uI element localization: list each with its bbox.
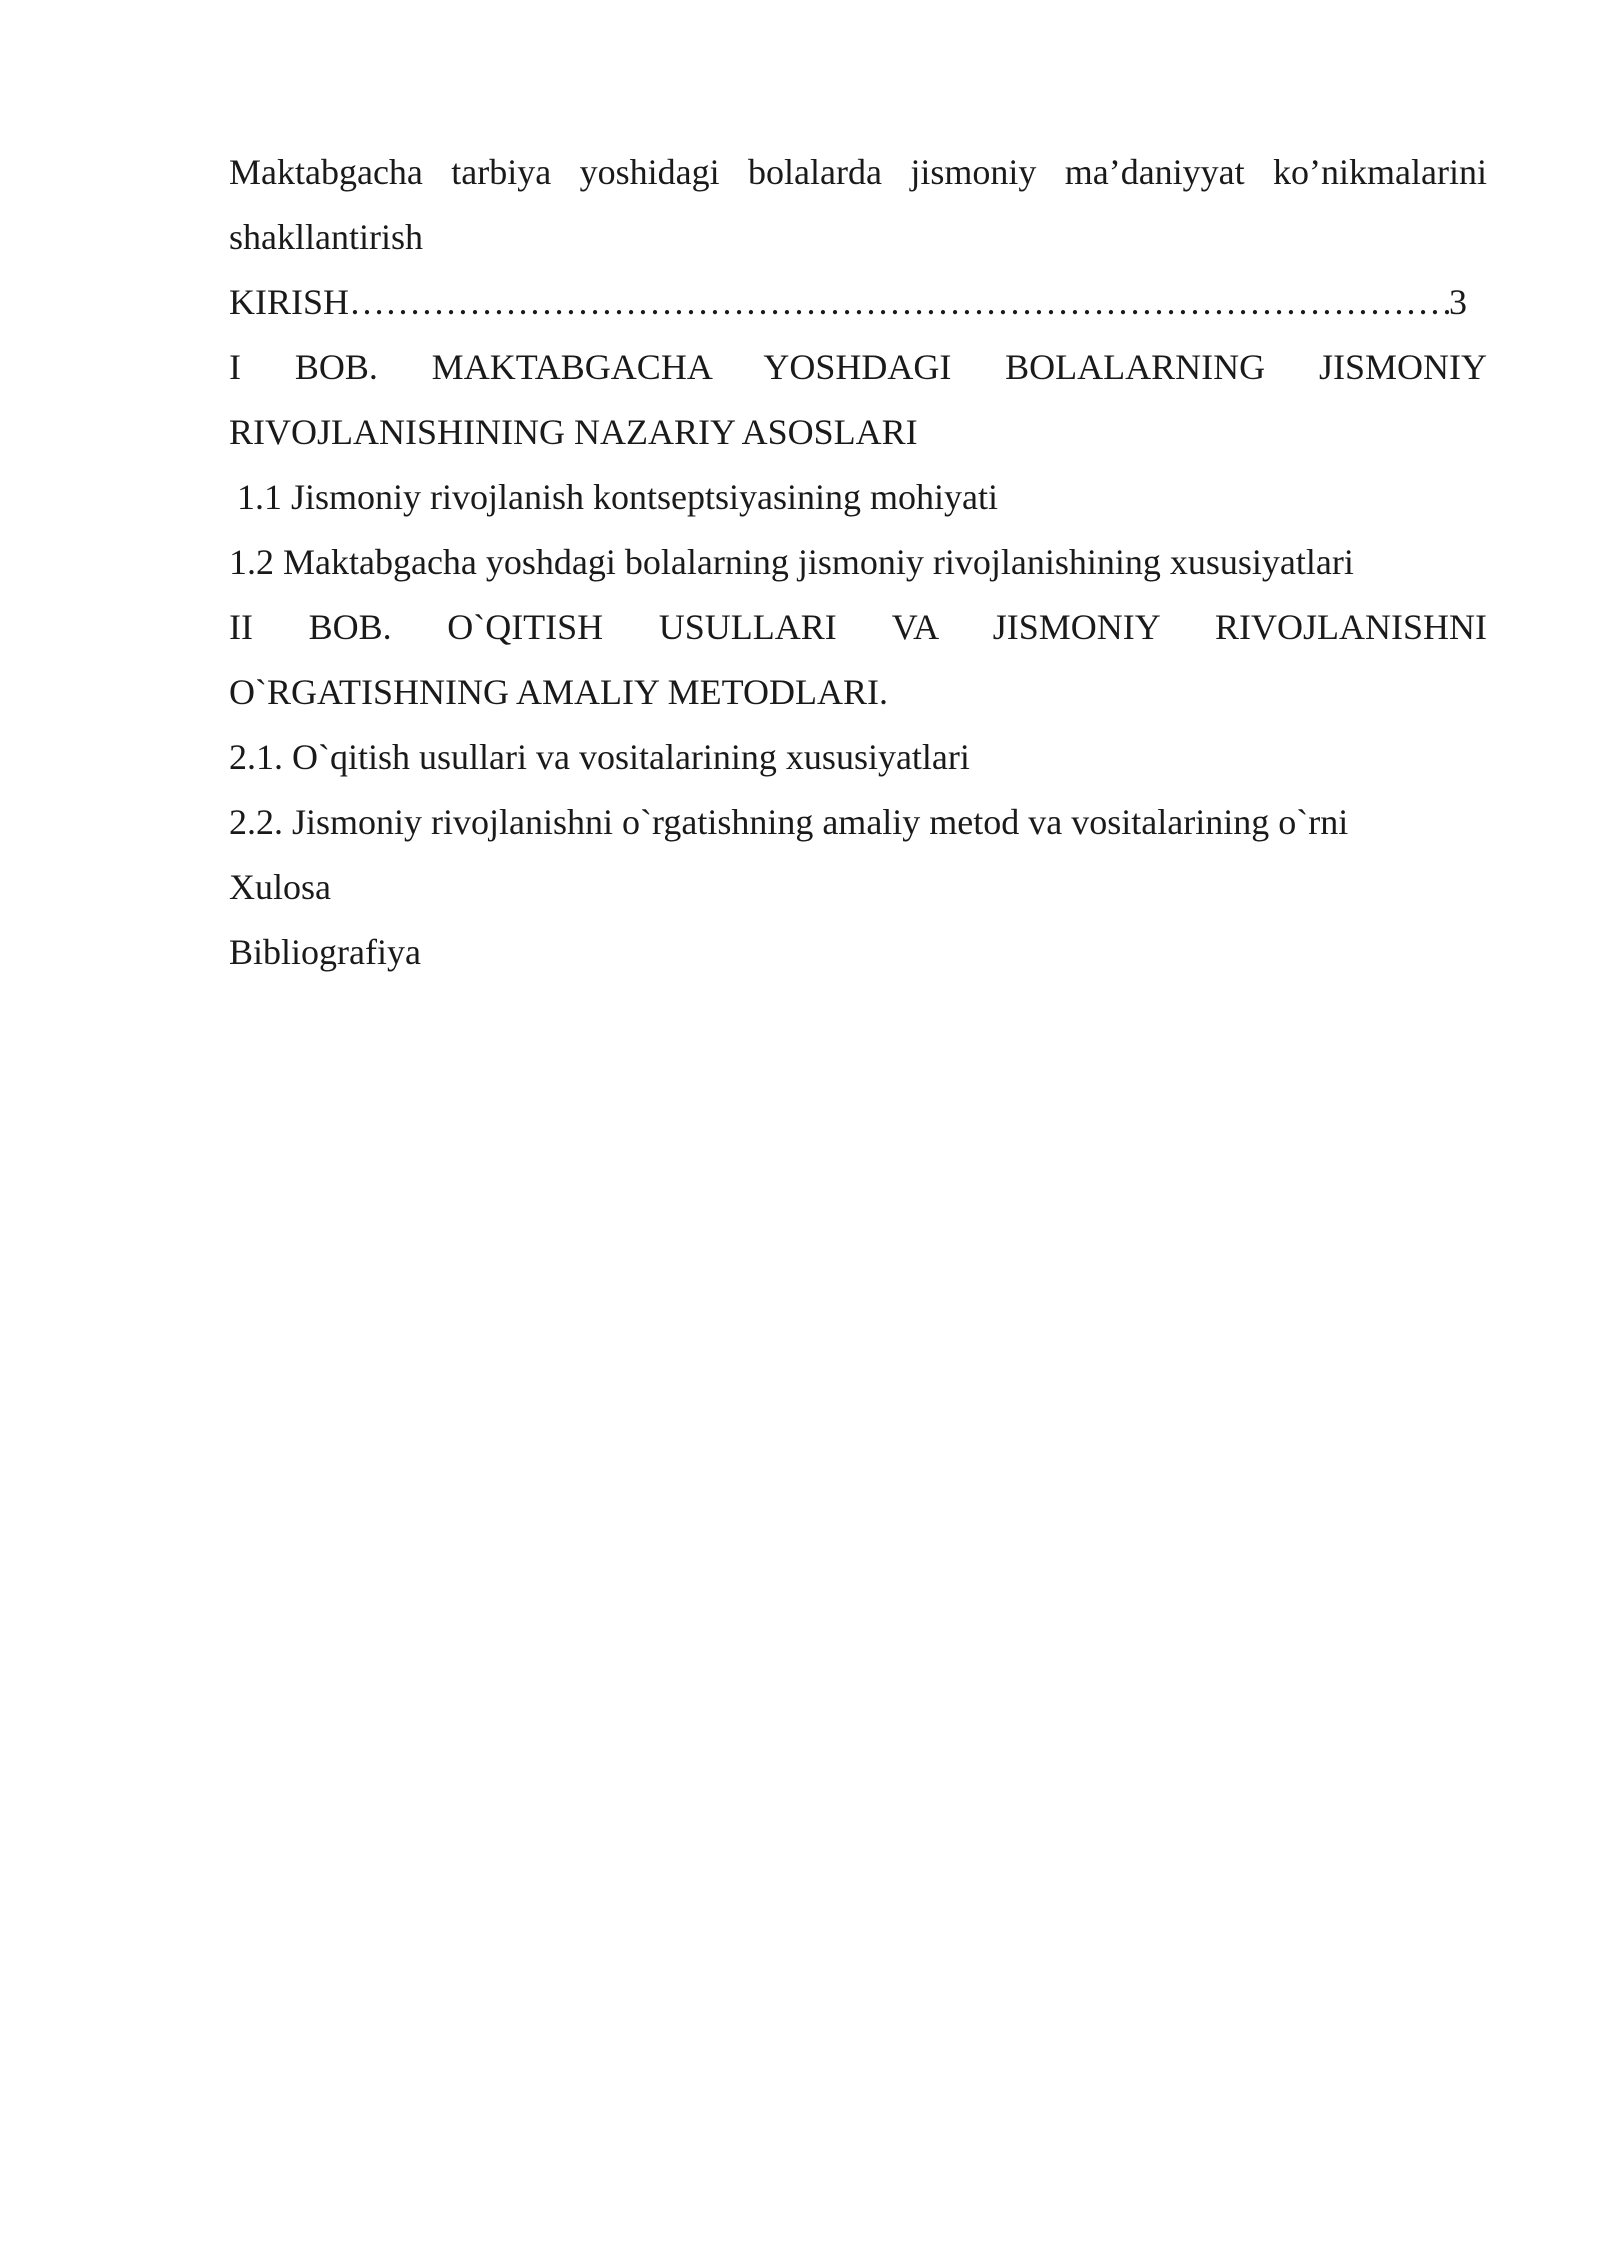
toc-intro-label: KIRISH [229, 282, 350, 322]
toc-section-1-2: 1.2 Maktabgacha yoshdagi bolalarning jismoniy rivojlanishining xususiyatlari [229, 542, 1354, 582]
toc-conclusion: Xulosa [229, 867, 331, 907]
toc-section-2-2: 2.2. Jismoniy rivojlanishni o`rgatishning amaliy metod va vositalarining o`rni [229, 802, 1349, 842]
toc-chapter-2-line-2: O`RGATISHNING AMALIY METODLARI. [229, 672, 888, 712]
toc-section-1-1: 1.1 Jismoniy rivojlanish kontseptsiyasining mohiyati [237, 477, 998, 517]
toc-entry-intro [229, 270, 1467, 335]
document-content [229, 140, 1487, 985]
toc-chapter-2-line-1: II BOB. O`QITISH USULLARI VA JISMONIY RIVOJLANISHNI [229, 607, 1487, 647]
toc-section-2-1: 2.1. O`qitish usullari va vositalarining xususiyatlari [229, 737, 970, 777]
toc-intro-page: 3 [1449, 282, 1467, 322]
toc-bibliography: Bibliografiya [229, 932, 421, 972]
toc-chapter-1-line-2: RIVOJLANISHINING NAZARIY ASOSLARI [229, 412, 918, 452]
toc-chapter-1-line-1: I BOB. MAKTABGACHA YOSHDAGI BOLALARNING JISMONIY [229, 347, 1487, 387]
document-title-line-1: Maktabgacha tarbiya yoshidagi bolalarda jismoniy ma’daniyyat ko’nikmalarini [229, 152, 1487, 192]
toc-dot-leader [349, 270, 1449, 335]
document-title-line-2: shakllantirish [229, 217, 423, 257]
